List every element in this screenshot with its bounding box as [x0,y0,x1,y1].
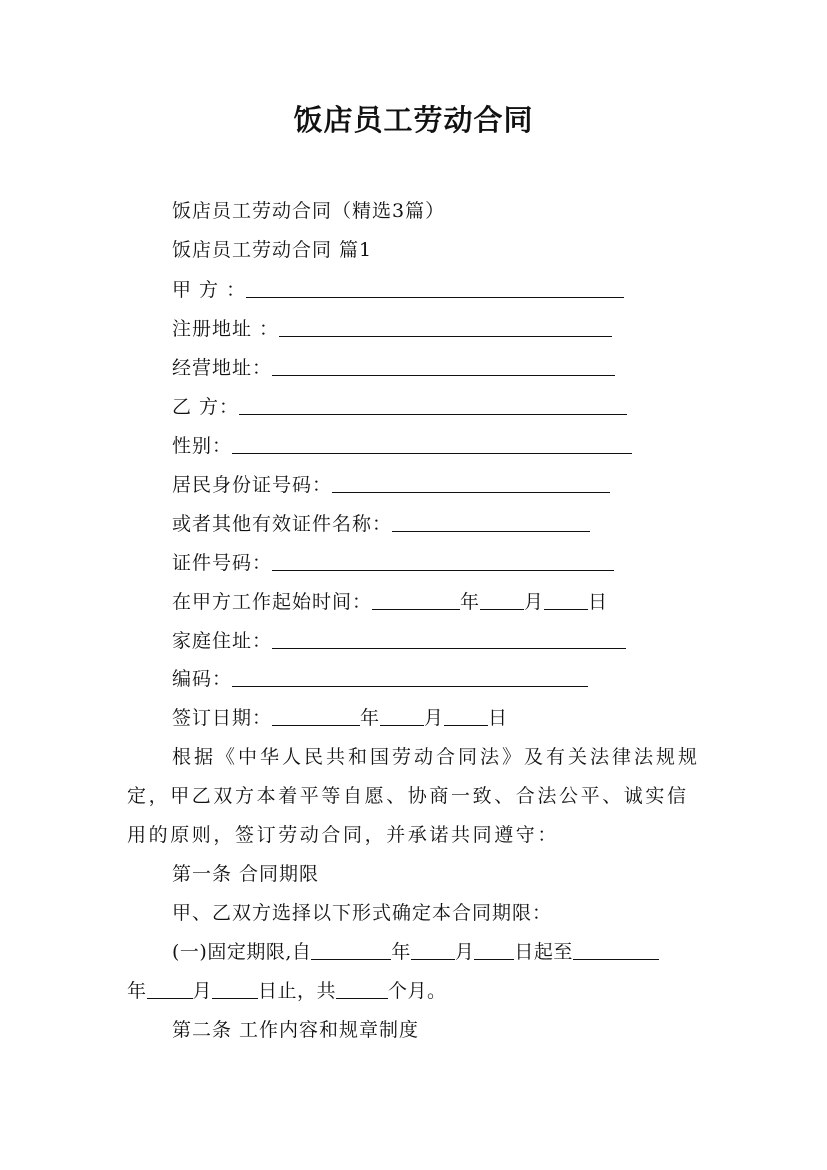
term-months-blank[interactable] [336,978,388,999]
term-start-year-blank[interactable] [311,939,391,960]
fixed-term-prefix: (一)固定期限,自 [172,941,312,963]
sign-date-field [172,705,508,731]
other-id-name-label: 或者其他有效证件名称： [172,513,393,535]
month-unit: 月 [454,941,475,963]
month-unit: 月 [524,591,545,613]
article-1-intro: 甲、乙双方选择以下形式确定本合同期限： [172,902,553,924]
home-address-blank[interactable] [272,628,626,649]
id-number-label: 居民身份证号码： [172,474,333,496]
id-number-blank[interactable] [332,472,610,493]
term-end-month-blank[interactable] [147,978,193,999]
gender-blank[interactable] [232,433,632,454]
cert-number-field [172,550,614,576]
biz-address-field [172,355,615,381]
paragraph-line: 根据《中华人民共和国劳动合同法》及有关法律法规规 [172,746,701,768]
term-end-year-blank[interactable] [573,939,659,960]
start-year-blank[interactable] [372,589,460,610]
sign-date-label: 签订日期： [172,707,273,729]
postcode-blank[interactable] [232,666,588,687]
other-id-name-field [172,511,590,537]
term-months-text: 个月。 [388,980,447,1002]
party-b-blank[interactable] [239,394,627,415]
term-start-day-blank[interactable] [474,939,514,960]
year-unit: 年 [127,980,147,1002]
year-unit: 年 [391,941,411,963]
start-month-blank[interactable] [480,589,524,610]
party-a-blank[interactable] [246,277,624,298]
start-time-field [172,589,608,615]
home-address-field [172,628,626,654]
reg-address-field [172,316,612,342]
start-day-blank[interactable] [544,589,588,610]
month-unit: 月 [424,707,445,729]
term-end-day-blank[interactable] [212,978,258,999]
paragraph-line: 定，甲乙双方本着平等自愿、协商一致、合法公平、诚实信 [127,785,689,807]
biz-address-blank[interactable] [272,355,615,376]
sign-year-blank[interactable] [272,705,360,726]
party-b-field [172,394,627,420]
article-1-heading: 第一条 合同期限 [172,863,320,885]
gender-label: 性别： [172,435,233,457]
year-unit: 年 [360,707,381,729]
term-until-text: 日起至 [514,941,573,963]
postcode-field [172,666,588,692]
section-heading: 饭店员工劳动合同 篇1 [172,239,373,261]
year-unit: 年 [460,591,481,613]
sign-month-blank[interactable] [380,705,424,726]
reg-address-blank[interactable] [279,316,612,337]
article-2-heading: 第二条 工作内容和规章制度 [172,1019,420,1041]
id-number-field [172,472,610,498]
cert-number-blank[interactable] [272,550,614,571]
other-id-name-blank[interactable] [392,511,590,532]
start-time-label: 在甲方工作起始时间： [172,591,373,613]
party-a-label: 甲 方 ： [172,279,247,301]
paragraph-line: 用的原则，签订劳动合同，并承诺共同遵守： [127,824,560,846]
term-start-month-blank[interactable] [411,939,455,960]
reg-address-label: 注册地址 ： [172,318,280,340]
postcode-label: 编码： [172,668,233,690]
day-unit: 日 [588,591,609,613]
document-subtitle: 饭店员工劳动合同（精选3篇） [172,200,446,222]
month-unit: 月 [192,980,213,1002]
document-title: 饭店员工劳动合同 [293,103,534,137]
fixed-term-line [172,939,659,965]
day-unit: 日 [488,707,509,729]
term-end-text: 日止，共 [258,980,337,1002]
sign-day-blank[interactable] [444,705,488,726]
biz-address-label: 经营地址： [172,357,273,379]
cert-number-label: 证件号码： [172,552,273,574]
home-address-label: 家庭住址： [172,630,273,652]
party-b-label: 乙 方： [172,396,240,418]
gender-field [172,433,632,459]
fixed-term-line-continued [127,978,447,1004]
party-a-field [172,277,624,303]
